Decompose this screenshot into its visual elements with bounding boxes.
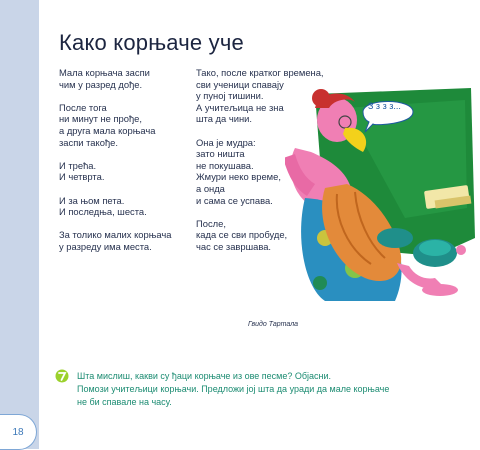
poem-line: Мала корњача заспи	[59, 67, 150, 78]
poem-line: чим у разред дође.	[59, 78, 143, 90]
poem-line: зато ништа	[196, 148, 245, 160]
poem-line: час се завршава.	[196, 240, 272, 252]
poem-line: не покушава.	[196, 159, 254, 171]
poem-line: И последња, шеста.	[59, 206, 147, 218]
poem-line: када се сви пробуде,	[196, 229, 288, 241]
poem-line: И за њом пета.	[59, 194, 125, 206]
poem-line: Жмури неко време,	[196, 171, 281, 183]
poem-line: у разреду има места.	[59, 240, 152, 252]
stanza	[59, 160, 189, 183]
poem-line: Тако, после кратког времена,	[196, 67, 324, 78]
stanza	[59, 195, 189, 218]
poem-line: ни минут не прође,	[59, 113, 142, 125]
stanza	[59, 102, 189, 148]
poem-line: За толико малих корњача	[59, 229, 172, 241]
task-text	[77, 370, 407, 408]
poem-line: И трећа.	[59, 159, 97, 171]
stanza	[59, 229, 189, 252]
speech-bubble-text: З з з з...	[368, 101, 401, 111]
poem-line: у пуној тишини.	[196, 90, 264, 102]
poem-line: После тога	[59, 101, 107, 113]
poem-line: а друга мала корњача	[59, 124, 156, 136]
poem-line: заспи такође.	[59, 136, 118, 148]
page-number: 18	[0, 414, 37, 450]
poem-line: А учитељица не зна	[196, 101, 284, 113]
poem-author: Гвидо Тартала	[248, 321, 299, 328]
task-line: Шта мислиш, какви су ђаци корњаче из ове песме? Објасни.	[77, 371, 332, 381]
task-line: Помози учитељици корњачи. Предложи јој шта да уради да мале корњаче	[77, 383, 390, 394]
stanza	[59, 67, 189, 90]
side-strip	[0, 0, 39, 449]
poem-line: Она је мудра:	[196, 136, 256, 148]
poem-line: сви ученици спавају	[196, 78, 284, 90]
poem-column-1	[59, 67, 189, 264]
poem-line: и сама се успава.	[196, 194, 273, 206]
number-7-icon	[55, 369, 69, 383]
page-title: Како корњаче уче	[59, 30, 244, 55]
task-line: не би спавале на часу.	[77, 396, 172, 407]
poem-line: И четврта.	[59, 171, 105, 183]
teacher-turtle-illustration	[285, 88, 475, 301]
poem-line: а онда	[196, 182, 225, 194]
poem-line: После,	[196, 217, 226, 229]
poem-line: шта да чини.	[196, 113, 252, 125]
